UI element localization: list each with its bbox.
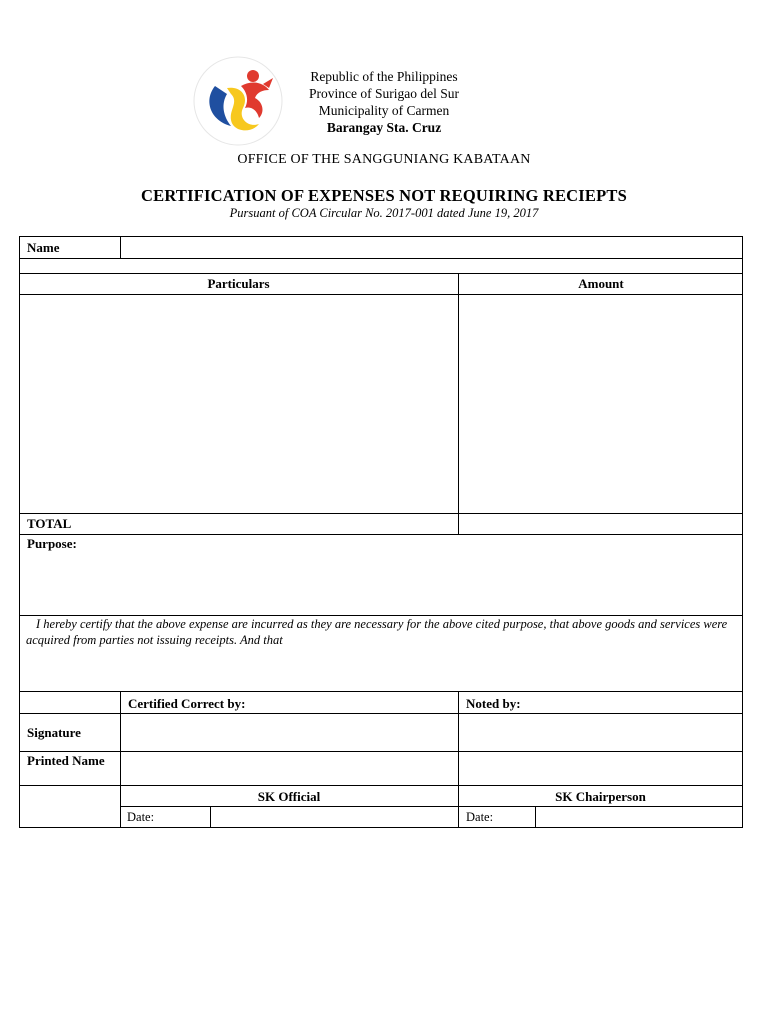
noter-date-label: Date: <box>466 810 494 824</box>
divider <box>19 534 743 535</box>
name-label: Name <box>27 240 60 255</box>
name-field[interactable] <box>121 237 742 258</box>
province-line: Province of Surigao del Sur <box>309 86 459 101</box>
divider <box>19 691 743 692</box>
printed-name-label: Printed Name <box>27 753 105 768</box>
certifier-printed-name-field[interactable] <box>121 752 458 785</box>
divider <box>19 785 743 786</box>
particulars-field[interactable] <box>20 295 458 513</box>
certification-statement: I hereby certify that the above expense are incurred as they are necessary for the above cited purpose, that above goods and services were acquired from parties not issuing receipts. And that <box>26 617 728 647</box>
divider <box>19 273 743 274</box>
expense-form <box>19 236 743 828</box>
amount-header: Amount <box>578 276 624 291</box>
letterhead <box>284 68 484 136</box>
office-name: OFFICE OF THE SANGGUNIANG KABATAAN <box>237 152 531 167</box>
particulars-header: Particulars <box>207 276 270 291</box>
purpose-label: Purpose: <box>27 536 77 551</box>
country-line: Republic of the Philippines <box>310 69 458 84</box>
signature-label: Signature <box>27 725 81 740</box>
sk-chairperson-label: SK Chairperson <box>555 789 646 804</box>
document-title: CERTIFICATION OF EXPENSES NOT REQUIRING RECIEPTS <box>141 186 627 205</box>
total-label: TOTAL <box>27 516 72 531</box>
noted-by-label: Noted by: <box>466 696 521 711</box>
certifier-date-field[interactable] <box>211 807 458 827</box>
purpose-field[interactable] <box>20 552 742 614</box>
certified-by-label: Certified Correct by: <box>128 696 246 711</box>
document-subtitle: Pursuant of COA Circular No. 2017-001 dated June 19, 2017 <box>229 206 539 220</box>
noter-signature-field[interactable] <box>459 714 742 751</box>
amount-field[interactable] <box>459 295 742 513</box>
total-amount-field[interactable] <box>459 514 742 534</box>
noter-date-field[interactable] <box>536 807 742 827</box>
sk-official-label: SK Official <box>257 789 321 804</box>
sk-logo <box>193 56 283 146</box>
noter-printed-name-field[interactable] <box>459 752 742 785</box>
municipality-line: Municipality of Carmen <box>318 103 450 118</box>
certifier-signature-field[interactable] <box>121 714 458 751</box>
certifier-date-label: Date: <box>127 810 155 824</box>
divider <box>19 258 743 259</box>
barangay-line: Barangay Sta. Cruz <box>326 120 442 135</box>
